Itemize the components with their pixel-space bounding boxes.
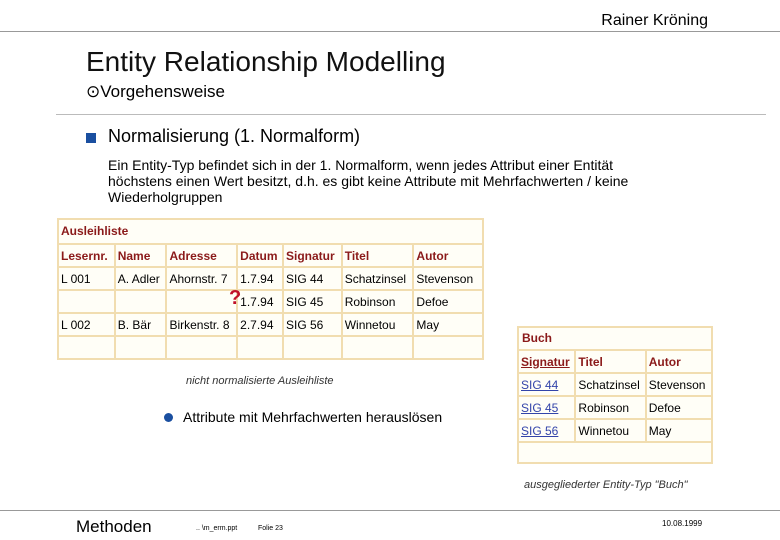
table-cell: Winnetou bbox=[342, 313, 414, 336]
table-cell: SIG 44 bbox=[283, 267, 342, 290]
column-header: Datum bbox=[237, 244, 283, 267]
section-divider bbox=[56, 114, 766, 115]
table-cell bbox=[58, 336, 115, 359]
table-buch bbox=[517, 349, 713, 443]
question-mark: ? bbox=[229, 287, 242, 309]
table-cell: Defoe bbox=[646, 396, 712, 419]
column-header: Signatur bbox=[283, 244, 342, 267]
slide-subtitle bbox=[86, 82, 225, 102]
table-cell bbox=[58, 290, 115, 313]
table-ausleihliste-title: Ausleihliste bbox=[61, 224, 129, 238]
table-cell: SIG 44 bbox=[518, 373, 575, 396]
table-header-row bbox=[518, 350, 712, 373]
table-row bbox=[58, 290, 483, 313]
table-cell bbox=[115, 290, 167, 313]
footer-section: Methoden bbox=[76, 517, 152, 536]
table-cell: SIG 45 bbox=[283, 290, 342, 313]
bottom-divider bbox=[0, 510, 780, 511]
table-cell bbox=[115, 336, 167, 359]
definition-paragraph: Ein Entity-Typ befindet sich in der 1. Normalform, wenn jedes Attribut einer Entität höchstens einen Wert besitzt, d.h. es gibt keine Attribute mit Mehrfachwerten / keine Wiederholgruppen bbox=[108, 157, 629, 205]
table-row bbox=[58, 267, 483, 290]
table-row bbox=[58, 336, 483, 359]
footer-slide-number: Folie 23 bbox=[258, 525, 283, 532]
table-cell: Schatzinsel bbox=[575, 373, 645, 396]
subtitle-text: Vorgehensweise bbox=[100, 82, 226, 101]
table-cell: Robinson bbox=[575, 396, 645, 419]
circle-dot-icon: ⊙ bbox=[86, 82, 101, 101]
table-ausleihliste-caption: nicht normalisierte Ausleihliste bbox=[186, 375, 334, 387]
column-header: Lesernr. bbox=[58, 244, 115, 267]
sub-bullet-text: Attribute mit Mehrfachwerten herauslösen bbox=[183, 409, 443, 425]
table-cell: L 002 bbox=[58, 313, 115, 336]
table-cell bbox=[166, 290, 237, 313]
footer-date: 10.08.1999 bbox=[662, 519, 703, 528]
table-cell bbox=[342, 336, 414, 359]
table-cell: 1.7.94 bbox=[237, 267, 283, 290]
table-buch-caption: ausgegliederter Entity-Typ "Buch" bbox=[524, 479, 688, 491]
column-header: Titel bbox=[575, 350, 645, 373]
square-bullet-icon bbox=[86, 133, 96, 143]
table-cell: Schatzinsel bbox=[342, 267, 414, 290]
top-divider bbox=[0, 31, 780, 32]
footer-file: .. \m_erm.ppt bbox=[196, 525, 238, 532]
table-cell: Stevenson bbox=[646, 373, 712, 396]
table-header-row bbox=[58, 244, 483, 267]
table-cell: L 001 bbox=[58, 267, 115, 290]
column-header: Titel bbox=[342, 244, 414, 267]
table-buch-title: Buch bbox=[522, 331, 552, 345]
table-row bbox=[518, 373, 712, 396]
table-cell: SIG 56 bbox=[283, 313, 342, 336]
table-cell: 1.7.94 bbox=[237, 290, 283, 313]
table-cell: SIG 45 bbox=[518, 396, 575, 419]
table-cell: SIG 56 bbox=[518, 419, 575, 442]
column-header: Autor bbox=[646, 350, 712, 373]
table-cell bbox=[166, 336, 237, 359]
table-cell: May bbox=[413, 313, 483, 336]
table-cell: Winnetou bbox=[575, 419, 645, 442]
table-cell: Robinson bbox=[342, 290, 414, 313]
table-row bbox=[518, 396, 712, 419]
table-cell: Birkenstr. 8 bbox=[166, 313, 237, 336]
table-cell: Stevenson bbox=[413, 267, 483, 290]
table-cell: B. Bär bbox=[115, 313, 167, 336]
table-row bbox=[58, 313, 483, 336]
round-bullet-icon bbox=[164, 413, 173, 422]
table-cell: Defoe bbox=[413, 290, 483, 313]
table-row bbox=[518, 419, 712, 442]
table-ausleihliste bbox=[57, 243, 484, 360]
table-cell bbox=[283, 336, 342, 359]
author-name: Rainer Kröning bbox=[601, 12, 708, 29]
bullet-heading: Normalisierung (1. Normalform) bbox=[108, 126, 361, 146]
table-cell: A. Adler bbox=[115, 267, 167, 290]
table-cell bbox=[237, 336, 283, 359]
table-cell: May bbox=[646, 419, 712, 442]
column-header: Autor bbox=[413, 244, 483, 267]
column-header: Name bbox=[115, 244, 167, 267]
column-header: Signatur bbox=[518, 350, 575, 373]
column-header: Adresse bbox=[166, 244, 237, 267]
table-cell: 2.7.94 bbox=[237, 313, 283, 336]
table-cell: Ahornstr. 7 bbox=[166, 267, 237, 290]
slide-title: Entity Relationship Modelling bbox=[86, 46, 446, 77]
table-cell bbox=[413, 336, 483, 359]
